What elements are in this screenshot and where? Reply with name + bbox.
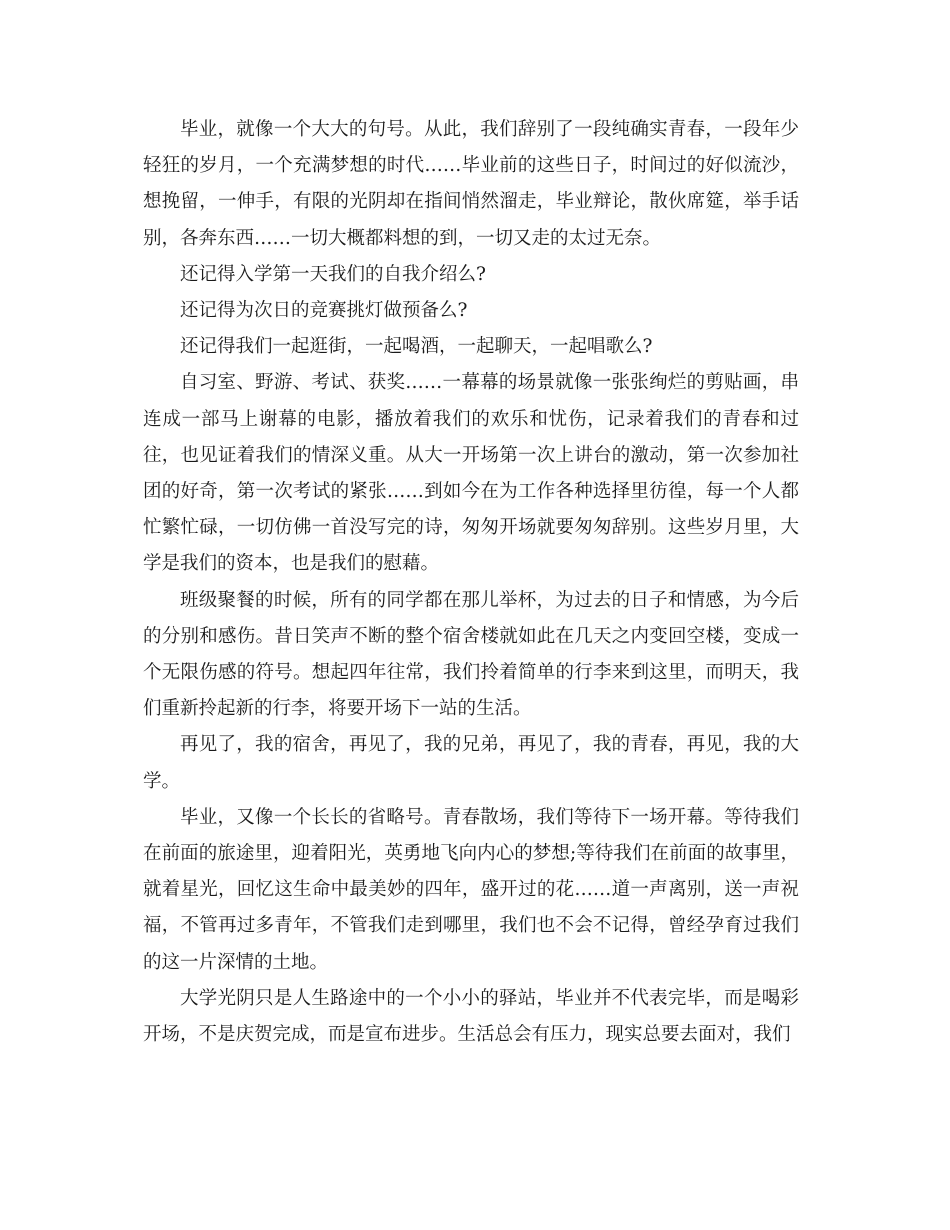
paragraph: 还记得入学第一天我们的自我介绍么? <box>180 263 486 285</box>
document-body <box>143 112 799 1053</box>
paragraph: 自习室、野游、考试、获奖……一幕幕的场景就像一张张绚烂的剪贴画，串连成一部马上谢幕的电影，播放着我们的欢乐和忧伤，记录着我们的青春和过往，也见证着我们的情深义重。从大一开场第一次上讲台的激动，第一次参加社团的好奇，第一次考试的紧张……到如今在为工作各种选择里彷徨，每一个人都忙繁忙碌，一切仿佛一首没写完的诗，匆匆开场就要匆匆辞别。这些岁月里，大学是我们的资本，也是我们的慰藉。 <box>143 372 799 575</box>
paragraph: 毕业，就像一个大大的句号。从此，我们辞别了一段纯确实青春，一段年少轻狂的岁月，一个充满梦想的时代……毕业前的这些日子，时间过的好似流沙，想挽留，一伸手，有限的光阴却在指间悄然溜走，毕业辩论，散伙席筵，举手话别，各奔东西……一切大概都料想的到，一切又走的太过无奈。 <box>143 119 799 249</box>
paragraph: 班级聚餐的时候，所有的同学都在那儿举杯，为过去的日子和情感，为今后的分别和感伤。昔日笑声不断的整个宿舍楼就如此在几天之内变回空楼，变成一个无限伤感的符号。想起四年往常，我们拎着简单的行李来到这里，而明天，我们重新拎起新的行李，将要开场下一站的生活。 <box>143 589 799 720</box>
paragraph: 还记得我们一起逛街，一起喝酒，一起聊天，一起唱歌么? <box>180 336 653 358</box>
paragraph: 大学光阴只是人生路途中的一个小小的驿站，毕业并不代表完毕，而是喝彩开场，不是庆贺完成，而是宣布进步。生活总会有压力，现实总要去面对，我们 <box>143 987 799 1046</box>
paragraph: 还记得为次日的竞赛挑灯做预备么? <box>180 300 468 322</box>
paragraph: 毕业，又像一个长长的省略号。青春散场，我们等待下一场开幕。等待我们在前面的旅途里，迎着阳光，英勇地飞向内心的梦想;等待我们在前面的故事里，就着星光，回忆这生命中最美妙的四年，盛开过的花……道一声离别，送一声祝福，不管再过多青年，不管我们走到哪里，我们也不会不记得，曾经孕育过我们的这一片深情的土地。 <box>143 806 799 973</box>
paragraph: 再见了，我的宿舍，再见了，我的兄弟，再见了，我的青春，再见，我的大学。 <box>143 734 799 792</box>
